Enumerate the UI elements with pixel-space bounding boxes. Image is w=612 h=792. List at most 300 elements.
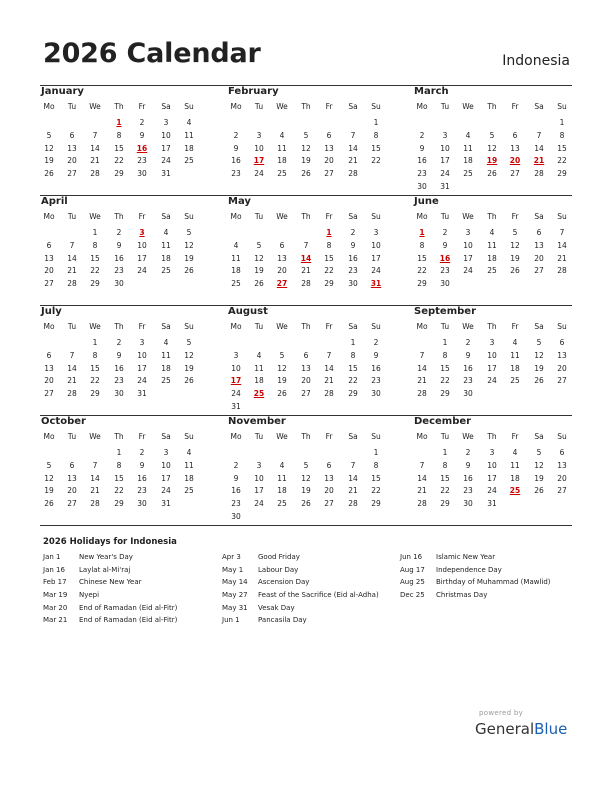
weekday-header — [413, 322, 573, 332]
day-cell: 7 — [419, 350, 425, 360]
weekday-label: We — [462, 432, 474, 441]
holiday-name: Chinese New Year — [79, 578, 142, 587]
holiday-date: Feb 17 — [43, 578, 67, 587]
day-cell: 28 — [324, 389, 334, 399]
weekday-label: Tu — [254, 322, 264, 331]
weekday-label: Th — [301, 322, 311, 331]
weekday-label: Th — [487, 102, 497, 111]
day-cell: 3 — [465, 228, 471, 237]
day-cell: 6 — [326, 130, 332, 140]
day-cell: 7 — [326, 350, 332, 360]
day-cell: 15 — [371, 473, 381, 483]
day-cell: 13 — [510, 143, 520, 153]
day-cell: 10 — [231, 363, 241, 373]
holiday-day-cell: 16 — [439, 253, 451, 263]
day-cell: 6 — [279, 240, 285, 250]
weekday-label: Fr — [138, 102, 146, 111]
day-cell: 4 — [465, 130, 471, 140]
day-cell: 9 — [116, 240, 122, 250]
month-name: July — [41, 306, 62, 317]
day-cell: 23 — [440, 266, 450, 276]
weekday-label: Tu — [67, 322, 77, 331]
holiday-day-cell: 14 — [300, 253, 312, 263]
day-cell: 19 — [534, 363, 544, 373]
day-cell: 25 — [161, 376, 171, 386]
day-cell: 21 — [301, 266, 311, 276]
day-cell: 13 — [67, 143, 77, 153]
day-cell: 25 — [161, 266, 171, 276]
day-cell: 1 — [373, 118, 379, 127]
holiday-date: Jun 16 — [400, 553, 423, 561]
day-cell: 16 — [371, 363, 381, 373]
day-cell: 10 — [371, 240, 381, 250]
day-cell: 6 — [69, 460, 75, 470]
weekday-label: We — [462, 212, 474, 221]
day-cell: 24 — [137, 376, 147, 386]
day-cell: 20 — [557, 363, 567, 373]
day-cell: 11 — [161, 240, 171, 250]
day-cell: 24 — [487, 486, 497, 496]
day-cell: 29 — [90, 389, 100, 399]
day-cell: 20 — [301, 376, 311, 386]
weekday-label: Mo — [230, 212, 242, 221]
day-cell: 17 — [137, 363, 147, 373]
weekday-label: Su — [371, 212, 381, 221]
day-cell: 23 — [463, 486, 473, 496]
month-name: February — [228, 86, 279, 97]
day-cell: 26 — [277, 389, 287, 399]
day-cell: 2 — [350, 228, 356, 237]
day-cell: 26 — [44, 499, 54, 509]
day-cell: 28 — [534, 169, 544, 179]
day-cell: 5 — [536, 448, 542, 457]
day-cell: 23 — [114, 376, 124, 386]
weekday-label: Th — [114, 102, 124, 111]
day-cell: 11 — [463, 143, 473, 153]
month-name: April — [41, 196, 68, 207]
month-november — [227, 416, 387, 524]
day-cell: 13 — [534, 240, 544, 250]
day-cell: 29 — [348, 389, 358, 399]
weekday-header — [40, 102, 200, 112]
day-cell: 19 — [44, 486, 54, 496]
day-cell: 21 — [90, 156, 100, 166]
weekday-label: Mo — [43, 432, 55, 441]
day-cell: 12 — [534, 350, 544, 360]
day-cell: 31 — [487, 499, 497, 509]
day-cell: 9 — [373, 350, 379, 360]
month-june — [413, 196, 573, 304]
day-cell: 24 — [254, 499, 264, 509]
day-cell: 14 — [534, 143, 544, 153]
day-cell: 23 — [463, 376, 473, 386]
day-cell: 16 — [114, 363, 124, 373]
day-cell: 7 — [69, 240, 75, 250]
weekday-label: We — [89, 322, 101, 331]
weekday-header — [413, 102, 573, 112]
month-march — [413, 86, 573, 194]
month-july — [40, 306, 200, 414]
day-cell: 28 — [301, 279, 311, 289]
day-cell: 8 — [92, 350, 98, 360]
holiday-date: May 14 — [222, 578, 248, 587]
weekday-label: Fr — [511, 322, 519, 331]
day-cell: 8 — [116, 130, 122, 140]
month-name: October — [41, 416, 86, 427]
day-cell: 10 — [440, 143, 450, 153]
day-cell: 5 — [279, 350, 285, 360]
day-cell: 8 — [92, 240, 98, 250]
holiday-date: Jan 16 — [43, 565, 65, 574]
weekday-label: We — [462, 322, 474, 331]
day-cell: 13 — [324, 143, 334, 153]
day-cell: 24 — [161, 486, 171, 496]
day-cell: 14 — [90, 143, 100, 153]
day-cell: 14 — [348, 473, 358, 483]
day-cell: 16 — [114, 253, 124, 263]
day-cell: 27 — [557, 376, 567, 386]
day-cell: 1 — [116, 448, 122, 457]
day-cell: 9 — [116, 350, 122, 360]
month-april — [40, 196, 200, 304]
holiday-name: Labour Day — [258, 565, 299, 574]
day-cell: 15 — [114, 143, 124, 153]
day-cell: 14 — [348, 143, 358, 153]
weekday-header — [227, 212, 387, 222]
divider-line — [40, 195, 572, 196]
day-cell: 5 — [186, 338, 192, 347]
day-cell: 4 — [186, 118, 192, 127]
weekday-label: Th — [301, 102, 311, 111]
day-cell: 18 — [277, 486, 287, 496]
day-cell: 30 — [231, 512, 241, 521]
day-cell: 30 — [137, 169, 147, 179]
day-cell: 13 — [277, 253, 287, 263]
day-cell: 4 — [512, 448, 518, 457]
day-cell: 27 — [67, 169, 77, 179]
holiday-name: End of Ramadan (Eid al-Fitr) — [79, 616, 178, 625]
day-cell: 22 — [90, 266, 100, 276]
month-name: December — [414, 416, 472, 427]
day-cell: 28 — [90, 499, 100, 509]
day-cell: 12 — [301, 143, 311, 153]
day-cell: 5 — [303, 130, 309, 140]
day-cell: 22 — [440, 376, 450, 386]
day-cell: 6 — [559, 338, 565, 347]
holiday-date: Dec 25 — [400, 591, 425, 600]
weekday-label: Mo — [416, 102, 428, 111]
weekday-label: Sa — [348, 212, 358, 221]
day-cell: 18 — [510, 363, 520, 373]
day-cell: 14 — [90, 473, 100, 483]
day-cell: 19 — [44, 156, 54, 166]
day-cell: 10 — [137, 240, 147, 250]
day-cell: 17 — [254, 486, 264, 496]
weekday-label: Mo — [416, 432, 428, 441]
weekday-label: Mo — [43, 212, 55, 221]
holidays-title: 2026 Holidays for Indonesia — [43, 537, 177, 547]
weekday-label: Su — [557, 322, 567, 331]
day-cell: 16 — [417, 156, 427, 166]
day-cell: 6 — [512, 130, 518, 140]
day-cell: 12 — [184, 350, 194, 360]
day-cell: 12 — [277, 363, 287, 373]
day-cell: 18 — [231, 266, 241, 276]
day-cell: 21 — [90, 486, 100, 496]
generalblue-logo[interactable] — [475, 720, 567, 738]
holiday-name: Independence Day — [436, 565, 502, 574]
holiday-date: Jan 1 — [43, 553, 61, 561]
weekday-label: Mo — [230, 322, 242, 331]
day-cell: 17 — [487, 473, 497, 483]
day-cell: 3 — [163, 118, 169, 127]
day-cell: 21 — [67, 266, 77, 276]
weekday-label: Mo — [43, 102, 55, 111]
weekday-label: Mo — [416, 212, 428, 221]
day-cell: 14 — [417, 473, 427, 483]
day-cell: 30 — [137, 499, 147, 509]
divider-line — [40, 525, 572, 526]
day-cell: 18 — [161, 363, 171, 373]
day-cell: 1 — [92, 338, 98, 347]
day-cell: 27 — [324, 169, 334, 179]
weekday-header — [413, 212, 573, 222]
day-cell: 23 — [114, 266, 124, 276]
day-cell: 11 — [231, 253, 241, 263]
day-cell: 17 — [137, 253, 147, 263]
day-cell: 24 — [161, 156, 171, 166]
weekday-header — [413, 432, 573, 442]
holiday-date: May 1 — [222, 565, 244, 574]
day-cell: 26 — [487, 169, 497, 179]
weekday-label: We — [89, 432, 101, 441]
day-cell: 11 — [510, 460, 520, 470]
day-cell: 22 — [371, 486, 381, 496]
day-cell: 10 — [487, 460, 497, 470]
day-cell: 27 — [44, 389, 54, 399]
weekday-label: Su — [184, 102, 194, 111]
day-cell: 29 — [114, 499, 124, 509]
day-cell: 10 — [254, 473, 264, 483]
day-cell: 18 — [487, 253, 497, 263]
calendar-title: 2026 Calendar — [43, 38, 261, 69]
holiday-date: Aug 17 — [400, 565, 425, 574]
day-cell: 15 — [371, 143, 381, 153]
weekday-label: Fr — [511, 212, 519, 221]
holiday-name: Nyepi — [79, 591, 100, 600]
day-cell: 4 — [233, 240, 239, 250]
day-cell: 4 — [256, 350, 262, 360]
day-cell: 30 — [371, 389, 381, 399]
day-cell: 16 — [231, 486, 241, 496]
weekday-label: Su — [371, 102, 381, 111]
day-cell: 2 — [419, 130, 425, 140]
day-cell: 5 — [303, 460, 309, 470]
holiday-day-cell: 17 — [253, 156, 265, 166]
day-cell: 18 — [184, 473, 194, 483]
weekday-label: We — [276, 432, 288, 441]
holiday-day-cell: 1 — [419, 228, 425, 237]
day-cell: 12 — [534, 460, 544, 470]
day-cell: 25 — [510, 376, 520, 386]
day-cell: 4 — [489, 228, 495, 237]
weekday-label: We — [462, 102, 474, 111]
day-cell: 8 — [373, 130, 379, 140]
day-cell: 15 — [114, 473, 124, 483]
weekday-label: Fr — [325, 102, 333, 111]
day-cell: 23 — [137, 486, 147, 496]
weekday-label: Su — [557, 432, 567, 441]
holiday-name: Christmas Day — [436, 591, 488, 600]
day-cell: 13 — [557, 350, 567, 360]
weekday-header — [40, 212, 200, 222]
holiday-name: Feast of the Sacrifice (Eid al-Adha) — [258, 591, 379, 600]
day-cell: 26 — [534, 486, 544, 496]
day-cell: 16 — [463, 473, 473, 483]
day-cell: 6 — [69, 130, 75, 140]
day-cell: 21 — [557, 253, 567, 263]
day-cell: 22 — [417, 266, 427, 276]
weekday-header — [227, 432, 387, 442]
day-cell: 7 — [92, 460, 98, 470]
day-cell: 8 — [559, 130, 565, 140]
day-cell: 26 — [301, 499, 311, 509]
day-cell: 16 — [231, 156, 241, 166]
day-cell: 18 — [161, 253, 171, 263]
day-cell: 28 — [557, 266, 567, 276]
day-cell: 29 — [417, 279, 427, 289]
day-cell: 21 — [348, 156, 358, 166]
day-cell: 13 — [557, 460, 567, 470]
day-cell: 8 — [442, 350, 448, 360]
weekday-label: Sa — [348, 102, 358, 111]
day-cell: 15 — [557, 143, 567, 153]
day-cell: 22 — [440, 486, 450, 496]
weekday-label: Sa — [534, 432, 544, 441]
day-cell: 28 — [348, 169, 358, 179]
holiday-day-cell: 3 — [139, 228, 145, 237]
day-cell: 9 — [350, 240, 356, 250]
day-cell: 7 — [92, 130, 98, 140]
day-cell: 18 — [254, 376, 264, 386]
weekday-label: Su — [371, 432, 381, 441]
day-cell: 26 — [534, 376, 544, 386]
month-name: September — [414, 306, 476, 317]
day-cell: 12 — [510, 240, 520, 250]
day-cell: 6 — [536, 228, 542, 237]
day-cell: 20 — [67, 156, 77, 166]
day-cell: 18 — [184, 143, 194, 153]
brand-blue: Blue — [534, 720, 568, 738]
day-cell: 15 — [417, 253, 427, 263]
weekday-header — [40, 322, 200, 332]
weekday-label: Th — [301, 432, 311, 441]
divider-line — [40, 85, 572, 86]
day-cell: 31 — [161, 169, 171, 179]
day-cell: 29 — [557, 169, 567, 179]
day-cell: 21 — [324, 376, 334, 386]
day-cell: 9 — [139, 460, 145, 470]
month-september — [413, 306, 573, 414]
day-cell: 6 — [46, 240, 52, 250]
weekday-label: Th — [114, 212, 124, 221]
weekday-label: Th — [114, 322, 124, 331]
day-cell: 2 — [233, 130, 239, 140]
day-cell: 9 — [419, 143, 425, 153]
day-cell: 6 — [303, 350, 309, 360]
day-cell: 11 — [277, 143, 287, 153]
day-cell: 26 — [254, 279, 264, 289]
day-cell: 3 — [442, 130, 448, 140]
weekday-label: We — [276, 322, 288, 331]
day-cell: 22 — [557, 156, 567, 166]
day-cell: 30 — [440, 279, 450, 289]
day-cell: 3 — [139, 338, 145, 347]
day-cell: 5 — [186, 228, 192, 237]
day-cell: 25 — [184, 486, 194, 496]
month-december — [413, 416, 573, 524]
holiday-name: Vesak Day — [258, 603, 295, 612]
day-cell: 21 — [348, 486, 358, 496]
day-cell: 23 — [371, 376, 381, 386]
weekday-label: Sa — [161, 212, 171, 221]
day-cell: 3 — [256, 130, 262, 140]
month-february — [227, 86, 387, 194]
day-cell: 12 — [254, 253, 264, 263]
day-cell: 22 — [371, 156, 381, 166]
day-cell: 29 — [440, 389, 450, 399]
day-cell: 30 — [114, 389, 124, 399]
weekday-label: Tu — [67, 432, 77, 441]
day-cell: 26 — [301, 169, 311, 179]
weekday-label: Fr — [325, 432, 333, 441]
day-cell: 9 — [233, 143, 239, 153]
day-cell: 24 — [371, 266, 381, 276]
day-cell: 22 — [114, 486, 124, 496]
day-cell: 29 — [90, 279, 100, 289]
day-cell: 1 — [559, 118, 565, 127]
day-cell: 4 — [186, 448, 192, 457]
day-cell: 20 — [557, 473, 567, 483]
day-cell: 28 — [67, 279, 77, 289]
weekday-label: Th — [301, 212, 311, 221]
day-cell: 22 — [348, 376, 358, 386]
weekday-label: Su — [184, 322, 194, 331]
day-cell: 2 — [442, 228, 448, 237]
month-august — [227, 306, 387, 414]
day-cell: 2 — [373, 338, 379, 347]
day-cell: 6 — [326, 460, 332, 470]
day-cell: 23 — [231, 169, 241, 179]
day-cell: 4 — [512, 338, 518, 347]
day-cell: 11 — [277, 473, 287, 483]
day-cell: 2 — [139, 118, 145, 127]
weekday-label: Mo — [416, 322, 428, 331]
weekday-label: Fr — [138, 212, 146, 221]
day-cell: 19 — [184, 363, 194, 373]
holiday-date: Apr 3 — [222, 553, 241, 561]
holiday-name: Laylat al-Mi'raj — [79, 565, 131, 574]
day-cell: 30 — [417, 182, 427, 191]
day-cell: 24 — [254, 169, 264, 179]
day-cell: 7 — [350, 460, 356, 470]
day-cell: 5 — [489, 130, 495, 140]
day-cell: 9 — [233, 473, 239, 483]
holiday-day-cell: 1 — [326, 228, 332, 237]
day-cell: 24 — [137, 266, 147, 276]
day-cell: 26 — [510, 266, 520, 276]
day-cell: 10 — [137, 350, 147, 360]
